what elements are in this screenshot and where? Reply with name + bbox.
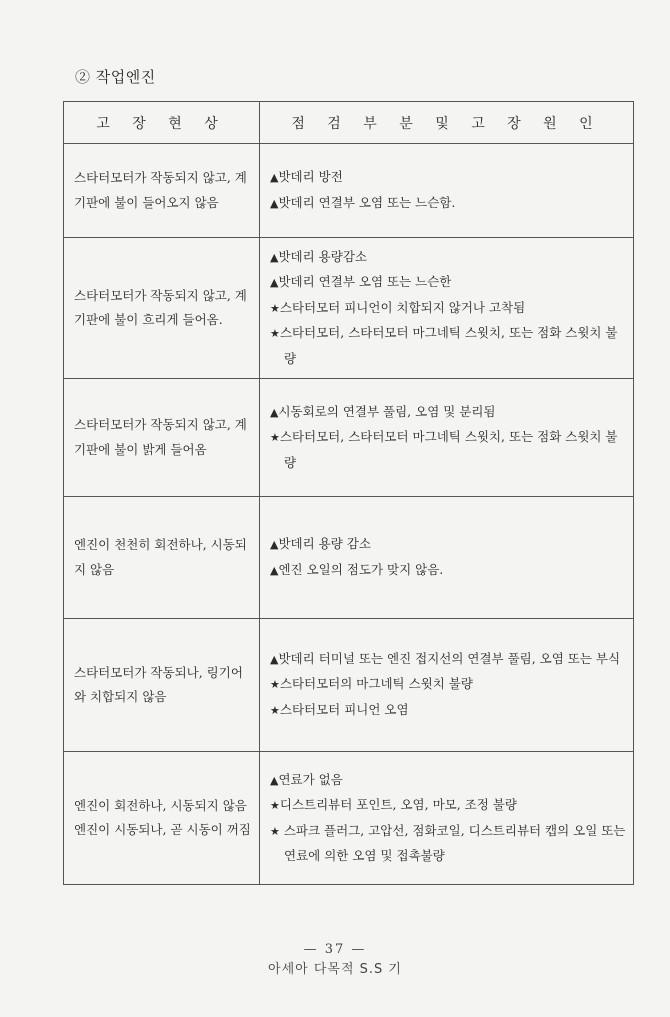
cause-item <box>270 400 627 426</box>
cause-item <box>270 321 627 371</box>
cause-item <box>270 672 627 698</box>
star-icon: ★ <box>270 431 280 445</box>
cause-cell <box>260 497 634 619</box>
star-icon: ★ <box>270 327 280 341</box>
triangle-icon: ▲ <box>270 538 279 551</box>
triangle-icon: ▲ <box>270 196 279 210</box>
cause-item <box>270 698 627 724</box>
symptom-cell: 스타터모터가 작동되나, 링기어와 치합되지 않음 <box>64 619 260 752</box>
cause-item <box>270 165 627 191</box>
cause-item <box>270 191 627 217</box>
symptom-cell: 스타터모터가 작동되지 않고, 계기판에 불이 들어오지 않음 <box>64 144 260 238</box>
cause-cell <box>260 144 634 238</box>
cause-item <box>270 768 627 794</box>
cause-text: 스타터모터 피니언 오염 <box>279 701 409 717</box>
table-row <box>64 497 634 619</box>
star-icon: ★ <box>270 824 280 838</box>
star-icon: ★ <box>270 301 280 315</box>
star-icon: ★ <box>270 799 280 812</box>
symptom-cell: 스타터모터가 작동되지 않고, 계기판에 불이 밝게 들어옴 <box>64 379 260 497</box>
section-title: ② 작업엔진 <box>75 68 156 86</box>
cause-item <box>270 647 627 673</box>
triangle-icon: ▲ <box>270 652 279 666</box>
triangle-icon: ▲ <box>270 276 279 290</box>
symptom-cell: 스타터모터가 작동되지 않고, 계기판에 불이 흐리게 들어옴. <box>64 238 260 379</box>
triangle-icon: ▲ <box>270 250 279 264</box>
cause-text: 밧데리 용량감소 <box>278 248 367 264</box>
cause-text: 스타터모터의 마그네틱 스윗치 불량 <box>279 676 473 692</box>
symptom-cell: 엔진이 천천히 회전하나, 시동되지 않음 <box>64 497 260 619</box>
cause-text: 시동회로의 연결부 풀림, 오염 및 분리됨 <box>278 403 496 419</box>
cause-item <box>270 245 627 271</box>
table-row <box>64 752 634 885</box>
footer-text: 아세아 다목적 S.S 기 <box>268 962 402 977</box>
cause-cell <box>260 619 634 752</box>
cause-cell <box>260 379 634 497</box>
cause-text: 연료가 없음 <box>278 771 343 787</box>
star-icon: ★ <box>270 678 280 692</box>
cause-item <box>270 532 627 558</box>
triangle-icon: ▲ <box>270 563 279 577</box>
table-row <box>64 144 634 238</box>
cause-text: 엔진 오일의 점도가 맞지 않음. <box>278 561 444 577</box>
cause-item <box>270 270 627 296</box>
table-row <box>64 238 634 379</box>
cause-item <box>270 819 627 869</box>
cause-text: 스타터모터 피니언이 치합되지 않거나 고착됨 <box>279 299 526 315</box>
cause-text: 밧데리 용량 감소 <box>278 536 371 551</box>
cause-text: 스타터모터, 스타터모터 마그네틱 스윗치, 또는 점화 스윗치 불량 <box>279 325 618 366</box>
cause-cell <box>260 238 634 379</box>
cause-text: 밧데리 연결부 오염 또는 느슨한 <box>278 274 452 290</box>
cause-text: 밧데리 방전 <box>278 169 343 184</box>
table-row <box>64 379 634 497</box>
page-number: — 37 — <box>303 942 367 957</box>
cause-item <box>270 558 627 584</box>
cause-cell <box>260 752 634 885</box>
cause-text: 밧데리 터미널 또는 엔진 접지선의 연결부 풀림, 오염 또는 부식 <box>278 650 621 666</box>
fault-table <box>63 101 634 885</box>
cause-item <box>270 425 627 475</box>
symptom-cell: 엔진이 회전하나, 시동되지 않음 엔진이 시동되나, 곧 시동이 꺼짐 <box>64 752 260 885</box>
cause-text: 스타터모터, 스타터모터 마그네틱 스윗치, 또는 점화 스윗치 불량 <box>279 429 618 470</box>
header-cause: 점 검 부 분 및 고 장 원 인 <box>260 102 634 144</box>
table-row <box>64 619 634 752</box>
triangle-icon: ▲ <box>270 171 279 184</box>
table-header-row <box>64 102 634 144</box>
triangle-icon: ▲ <box>270 773 279 787</box>
triangle-icon: ▲ <box>270 405 279 419</box>
cause-text: 밧데리 연결부 오염 또는 느슨함. <box>278 194 456 210</box>
cause-item <box>270 296 627 322</box>
cause-text: 디스트리뷰터 포인트, 오염, 마모, 조정 불량 <box>279 797 517 812</box>
header-symptom: 고 장 현 상 <box>64 102 260 144</box>
cause-text: 스파크 플러그, 고압선, 점화코일, 디스트리뷰터 캡의 오일 또는 연료에 의한 오염 및 접촉불량 <box>279 822 626 863</box>
cause-item <box>270 793 627 819</box>
star-icon: ★ <box>270 703 280 717</box>
